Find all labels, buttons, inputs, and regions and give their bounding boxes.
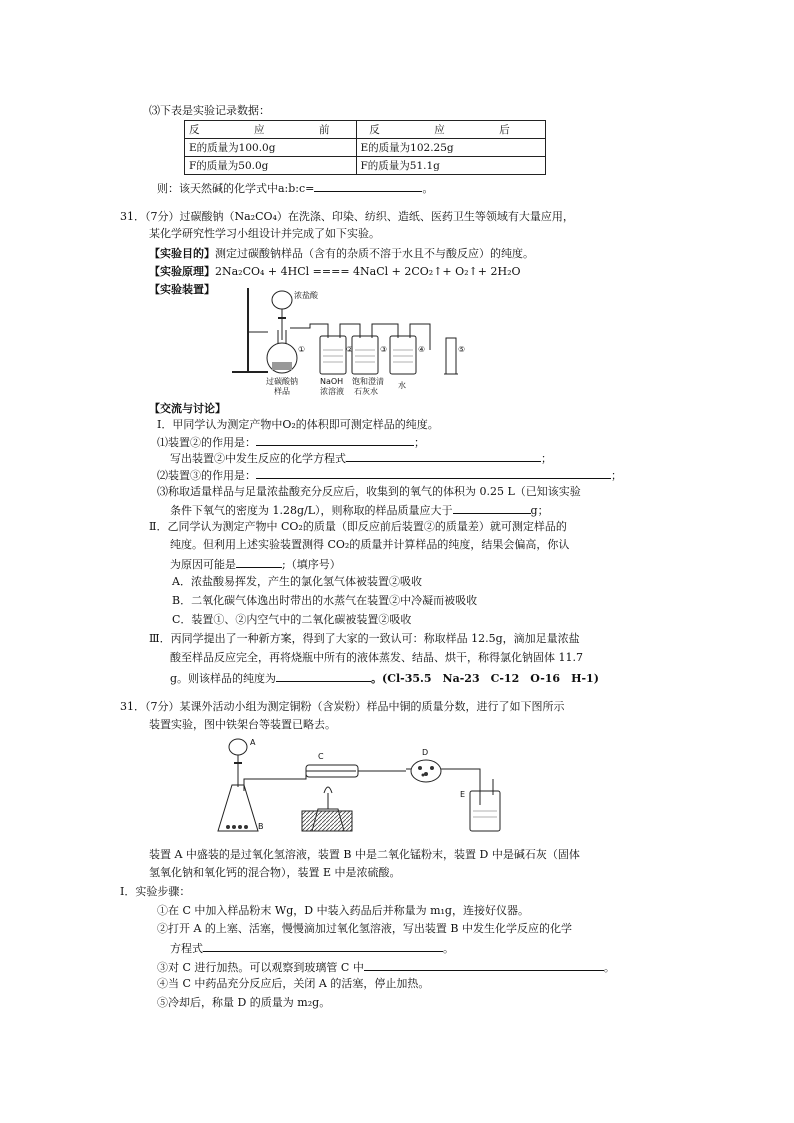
I-intro: Ⅰ．甲同学认为测定产物中O₂的体积即可测定样品的纯度。 [157, 418, 439, 431]
apparatus-diagram-1 [220, 280, 480, 400]
apparatus-diagram-2 [210, 735, 510, 840]
I-2-text: ⑵装置③的作用是： [157, 469, 256, 482]
q31a-line2: 某化学研究性学习小组设计并完成了如下实验。 [149, 227, 380, 240]
q31a-line1: 31．（7分）过碳酸钠（Na₂CO₄）在洗涤、印染、纺织、造纸、医药卫生等领域有大量应用， [120, 210, 574, 223]
device-tag: 【实验装置】 [149, 283, 215, 296]
purpose-text: 测定过碳酸钠样品（含有的杂质不溶于水且不与酸反应）的纯度。 [215, 247, 534, 260]
answer-blank[interactable] [314, 180, 422, 192]
discuss-tag: 【交流与讨论】 [149, 402, 226, 415]
purpose [149, 247, 534, 261]
I-3b: 条件下氧气的密度为 1.28g/L），则称取的样品质量应大于 g； [170, 504, 549, 517]
step-5: ⑤冷却后，称量 D 的质量为 m₂g。 [157, 996, 331, 1009]
q31b-desc2: 氢氧化钠和氧化钙的混合物），装置 E 中是浓硫酸。 [149, 866, 401, 879]
answer-blank[interactable] [364, 959, 604, 971]
step-4: ④当 C 中药品充分反应后，关闭 A 的活塞，停止加热。 [157, 977, 430, 990]
table-header: 反 应 后 [356, 121, 545, 139]
label-lime1: 饱和澄清 [352, 377, 384, 386]
label-n4: ④ [418, 345, 426, 354]
table-cell: F的质量为51.1g [356, 157, 545, 175]
label-n3: ③ [380, 345, 388, 354]
label-sample2: 样品 [274, 387, 290, 396]
label-acid: 浓盐酸 [294, 291, 318, 300]
I-1: ⑴装置②的作用是： ； [157, 436, 425, 449]
label-n1: ① [298, 345, 306, 354]
step-2a: ②打开 A 的上塞、活塞，慢慢滴加过氧化氢溶液，写出装置 B 中发生化学反应的化学 [157, 922, 573, 935]
q31b-line1: 31．（7分）某课外活动小组为测定铜粉（含炭粉）样品中铜的质量分数，进行了如下图所示 [120, 700, 565, 713]
III-c-text: g。则该样品的纯度为 [170, 672, 277, 685]
table-row [185, 139, 546, 157]
II-b: 纯度。但利用上述实验装置测得 CO₂的质量并计算样品的纯度，结果会偏高，你认 [170, 538, 570, 551]
answer-blank[interactable] [453, 502, 531, 514]
II-c-end: ;（填序号） [282, 558, 341, 571]
option-a: A．浓盐酸易挥发，产生的氯化氢气体被装置②吸收 [172, 575, 422, 588]
table-conclusion: 则：该天然碱的化学式中a:b:c= 。 [157, 182, 434, 195]
I-3b-text: 条件下氧气的密度为 1.28g/L），则称取的样品质量应大于 [170, 504, 453, 517]
III-c-end: 。(Cl-35.5 Na-23 C-12 O-16 H-1) [371, 672, 599, 685]
III-b: 酸至样品反应完全，再将烧瓶中所有的液体蒸发、结晶、烘干，称得氯化钠固体 11.7 [170, 651, 583, 664]
option-c: C．装置①、②内空气中的二氧化碳被装置②吸收 [172, 613, 412, 626]
label-D: D [422, 748, 429, 757]
III-c [170, 670, 599, 686]
answer-blank[interactable] [203, 940, 443, 952]
purpose-tag: 【实验目的】 [149, 247, 215, 260]
III-a: Ⅲ．丙同学提出了一种新方案，得到了大家的一致认可：称取样品 12.5g，滴加足量浓盐 [149, 632, 580, 645]
I-3a: ⑶称取适量样品与足量浓盐酸充分反应后，收集到的氧气的体积为 0.25 L（已知该实验 [157, 485, 581, 498]
record-table [184, 120, 546, 175]
label-n5: ⑤ [458, 345, 466, 354]
table-header-row [185, 121, 546, 139]
q31b-line2: 装置实验，图中铁架台等装置已略去。 [149, 718, 336, 731]
label-A: A [250, 738, 256, 747]
answer-blank[interactable] [256, 467, 611, 479]
label-naoh1: NaOH [320, 377, 344, 386]
II-a: Ⅱ．乙同学认为测定产物中 CO₂的质量（即反应前后装置②的质量差）就可测定样品的 [149, 520, 567, 533]
label-E: E [460, 790, 466, 799]
I-1-text: ⑴装置②的作用是： [157, 436, 256, 449]
steps-title: Ⅰ．实验步骤： [120, 885, 191, 898]
principle-equation: 2Na₂CO₄ + 4HCl ==== 4NaCl + 2CO₂↑+ O₂↑+ 2H₂O [215, 265, 521, 278]
I-1b: 写出装置②中发生反应的化学方程式 ； [170, 452, 552, 465]
step-3: ③对 C 进行加热。可以观察到玻璃管 C 中 。 [157, 961, 615, 974]
answer-blank[interactable] [346, 450, 541, 462]
answer-blank[interactable] [256, 434, 414, 446]
conclusion-text: 则：该天然碱的化学式中a:b:c= [157, 182, 315, 195]
principle-tag: 【实验原理】 [149, 265, 215, 278]
table-cell: F的质量为50.0g [185, 157, 357, 175]
q31b-desc1: 装置 A 中盛装的是过氧化氢溶液，装置 B 中是二氧化锰粉末，装置 D 中是碱石灰（固体 [149, 848, 580, 861]
II-c [170, 556, 341, 572]
label-sample1: 过碳酸钠 [266, 377, 298, 386]
option-b: B．二氧化碳气体逸出时带出的水蒸气在装置②中冷凝而被吸收 [172, 594, 478, 607]
label-naoh2: 浓溶液 [320, 387, 344, 396]
q3-intro: ⑶下表是实验记录数据： [149, 104, 270, 117]
label-lime2: 石灰水 [354, 387, 378, 396]
step-1: ①在 C 中加入样品粉末 Wg，D 中装入药品后并称量为 m₁g，连接好仪器。 [157, 904, 529, 917]
I-2: ⑵装置③的作用是： ； [157, 469, 622, 482]
table-header: 反 应 前 [185, 121, 357, 139]
step-2b-text: 方程式 [170, 942, 203, 955]
step-2b: 方程式 。 [170, 942, 454, 955]
label-B: B [258, 822, 264, 831]
label-C: C [318, 752, 324, 761]
answer-blank[interactable] [236, 556, 282, 568]
label-water: 水 [398, 381, 406, 390]
answer-blank[interactable] [276, 670, 371, 682]
table-row [185, 157, 546, 175]
step-3-text: ③对 C 进行加热。可以观察到玻璃管 C 中 [157, 961, 364, 974]
II-c-text: 为原因可能是 [170, 558, 236, 571]
principle [149, 265, 521, 279]
table-cell: E的质量为102.25g [356, 139, 545, 157]
label-n2: ② [346, 345, 354, 354]
table-cell: E的质量为100.0g [185, 139, 357, 157]
I-1b-text: 写出装置②中发生反应的化学方程式 [170, 452, 346, 465]
